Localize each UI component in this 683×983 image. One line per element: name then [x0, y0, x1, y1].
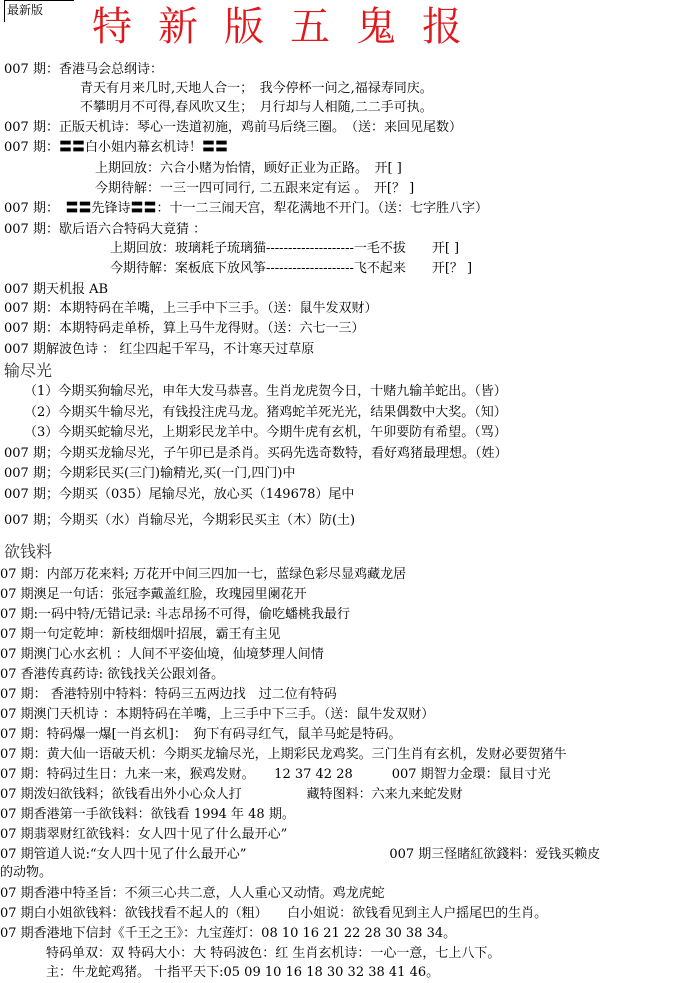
text-line: 的动物。 — [0, 865, 53, 880]
text-line: （3）今期买蛇输尽光，上期彩民龙羊中。今期牛虎有玄机，午卯要防有希望。（骂） — [24, 425, 507, 440]
text-line: 007 期解波色诗 ： 红尘四起千军马，不计寒天过草原 — [4, 342, 315, 357]
text-line: 07 期翡翠财红欲钱料：女人四十见了什么最开心” — [0, 827, 288, 842]
text-line: 上期回放：玻璃耗子琉璃猫--------------------一毛不拔 开[ ] — [110, 241, 460, 256]
text-line: 今期待解：案板底下放风筝--------------------飞不起来 开[？ ] — [110, 261, 473, 276]
text-line: 07 期香港中特圣旨：不须三心共二意，人人重心又动情。鸡龙虎蛇 — [0, 886, 385, 901]
text-line: 007 期；今期彩民买(三门)输精光,买(一门,四门)中 — [4, 466, 296, 481]
text-line: 07 期澳门心水玄机 ：人间不平姿仙境，仙境梦理人间情 — [0, 647, 324, 662]
page-title: 特新版五鬼报 — [92, 4, 488, 50]
text-line: 007 期： 〓〓先锋诗〓〓：十一二三闹天宫，犁花满地不开门。（送：七字胜八字） — [4, 201, 488, 216]
text-line: 07 期香港第一手欲钱料：欲钱看 1994 年 48 期。 — [0, 807, 295, 822]
text-line: 07 期：特码爆一爆[一肖玄机]： 狗下有码寻红气，鼠羊马蛇是特码。 — [0, 727, 402, 742]
text-line: 07 期一句定乾坤：新枝细烟叶招展，霸王有主见 — [0, 627, 281, 642]
text-line: 007 期：香港马会总纲诗： — [4, 62, 163, 77]
text-line: 07 期澳门天机诗 ：本期特码在羊嘴，上三手中下三手。（送：鼠牛发双财） — [0, 707, 435, 722]
section-heading-lose: 输尽光 — [4, 361, 53, 380]
text-line: 青天有月来几时,天地人合一； 我今停杯一问之,福禄寿同庆。 — [80, 81, 433, 96]
edition-tag: 最新版 — [4, 0, 74, 22]
text-line: 不攀明月不可得,春风吹又生； 月行却与人相随,二二手可执。 — [80, 100, 433, 115]
text-line: 07 期： 香港特别中特料：特码三五两边找 过二位有特码 — [0, 687, 337, 702]
text-line: 07 期泼妇欲钱料；欲钱看出外小心众人打 藏特图料：六来九来蛇发财 — [0, 787, 463, 802]
text-line: 007 期：本期特码在羊嘴，上三手中下三手。（送：鼠牛发双财） — [4, 301, 378, 316]
text-line: 上期回放：六合小赌为怡情，顾好正业为正路。 开[ ] — [95, 161, 402, 176]
section-heading-money: 欲钱料 — [4, 542, 53, 561]
text-line: 007 期天机报 AB — [4, 282, 109, 297]
text-line: 07 香港传真药诗: 欲钱找关公跟刘备。 — [0, 667, 225, 682]
text-line: 07 期：内部万花来料; 万花开中间三四加一七，蓝绿色彩尽显鸡藏龙居 — [0, 567, 407, 582]
text-line: （2）今期买牛输尽光，有钱投注虎马龙。猪鸡蛇羊死光光，结果偶数中大奖。（知） — [24, 405, 507, 420]
text-line: 07 期澳足一句话：张冠李戴盖红脸，玫瑰园里阑花开 — [0, 587, 307, 602]
text-line: 007 期；今期买龙输尽光，子午卯已是杀肖。买码先选奇数特，看好鸡猪最理想。（姓） — [4, 446, 508, 461]
text-line: 007 期：〓〓白小姐内幕玄机诗！〓〓 — [4, 140, 228, 155]
text-line: 07 期：黄大仙一语破天机：今期买龙输尽光，上期彩民龙鸡奖。三门生肖有玄机，发财必要贺猪牛 — [0, 747, 567, 762]
text-line: 007 期：歇后语六合特码大竟猜 ： — [4, 222, 207, 237]
text-line: 特码单双：双 特码大小：大 特码波色：红 生肖玄机诗：一心一意，七上八下。 — [46, 946, 501, 961]
text-line: 007 期；今期买（035）尾输尽光，放心买（149678）尾中 — [4, 487, 355, 502]
text-line: 07 期：特码过生日：九来一来，猴鸡发财。 12 37 42 28 007 期智力金環：鼠目寸光 — [0, 767, 551, 782]
text-line: 007 期：正版天机诗：琴心一迭道初施，鸡前马后绕三圈。 （送：来回见尾数） — [4, 120, 462, 135]
text-line: 007 期：本期特码走单桥，算上马牛龙得财。（送：六七一三） — [4, 321, 365, 336]
text-line: 07 期管道人说:“女人四十见了什么最开心” 007 期三怪睹紅欲錢料：爱钱买赖皮 — [0, 847, 601, 862]
text-line: 07 期香港地下信封《千王之王》：九宝莲灯：08 10 16 21 22 28 30 38 34。 — [0, 926, 457, 941]
text-line: 今期待解：一三一四可同行, 二五跟来定有运 。 开[？ ] — [95, 181, 415, 196]
text-line: 007 期；今期买（水）肖输尽光，今期彩民买主（木）防(土) — [4, 513, 356, 528]
text-line: 主：牛龙蛇鸡猪。 十指平天下:05 09 10 16 18 30 32 38 41 46。 — [46, 965, 440, 980]
text-line: 07 期:一码中特/无错记录: 斗志昂扬不可得，偷吃蟠桃我最行 — [0, 607, 350, 622]
text-line: （1）今期买狗输尽光，申年大发马恭喜。生肖龙虎贺今日，十赌九输羊蛇出。（皆） — [24, 384, 507, 399]
text-line: 07 期白小姐欲钱料：欲钱找看不起人的（粗） 白小姐说：欲钱看见到主人户摇尾巴的生肖。 — [0, 906, 548, 921]
